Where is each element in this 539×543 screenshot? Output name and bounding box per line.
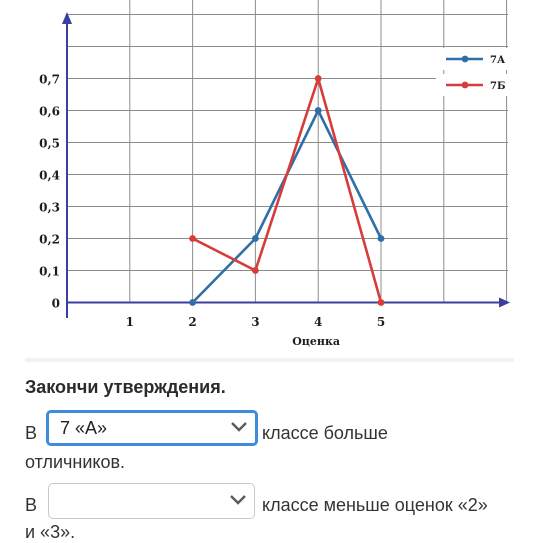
legend-marker bbox=[462, 82, 469, 89]
statement-1-prefix: В bbox=[25, 423, 38, 443]
task-heading: Закончи утверждения. bbox=[25, 377, 226, 397]
legend-label: 7Б bbox=[490, 81, 506, 92]
statement-1-continuation: отличников. bbox=[25, 452, 126, 472]
data-point bbox=[378, 299, 385, 306]
statement-2-prefix: В bbox=[25, 495, 38, 515]
legend-label: 7А bbox=[490, 55, 506, 66]
class-select-1[interactable] bbox=[46, 410, 258, 446]
class-select-2[interactable] bbox=[48, 483, 255, 519]
data-point bbox=[315, 75, 322, 82]
data-point bbox=[315, 107, 322, 114]
data-point bbox=[378, 235, 385, 242]
data-point bbox=[252, 235, 259, 242]
x-tick-label: 5 bbox=[376, 315, 386, 329]
y-tick-label: 0,1 bbox=[39, 264, 60, 279]
data-point bbox=[189, 299, 196, 306]
statement-2-continuation: и «3». bbox=[25, 522, 76, 542]
chevron-down-icon bbox=[230, 421, 248, 433]
y-tick-label: 0,4 bbox=[39, 168, 60, 183]
y-tick-label: 0,7 bbox=[39, 72, 60, 87]
y-tick-label: 0,5 bbox=[39, 136, 60, 151]
class-select-1-value: 7 «А» bbox=[60, 417, 108, 438]
x-axis-label: Оценка bbox=[292, 335, 341, 348]
statement-2-suffix: классе меньше оценок «2» bbox=[262, 495, 488, 515]
divider bbox=[25, 358, 514, 362]
statement-1-suffix: классе больше bbox=[262, 423, 388, 443]
y-tick-label: 0 bbox=[51, 296, 60, 311]
chevron-down-icon bbox=[229, 494, 247, 506]
y-axis-arrow bbox=[62, 12, 72, 24]
x-tick-label: 3 bbox=[251, 315, 260, 329]
x-tick-label: 4 bbox=[314, 315, 323, 329]
legend-marker bbox=[462, 56, 469, 63]
x-axis-arrow bbox=[499, 298, 510, 308]
x-tick-label: 1 bbox=[125, 315, 134, 329]
series-line bbox=[193, 79, 381, 303]
y-tick-label: 0,6 bbox=[39, 104, 60, 119]
data-point bbox=[252, 267, 259, 274]
data-point bbox=[189, 235, 196, 242]
y-tick-label: 0,2 bbox=[39, 232, 60, 247]
x-tick-label: 2 bbox=[188, 315, 197, 329]
y-tick-label: 0,3 bbox=[39, 200, 60, 215]
